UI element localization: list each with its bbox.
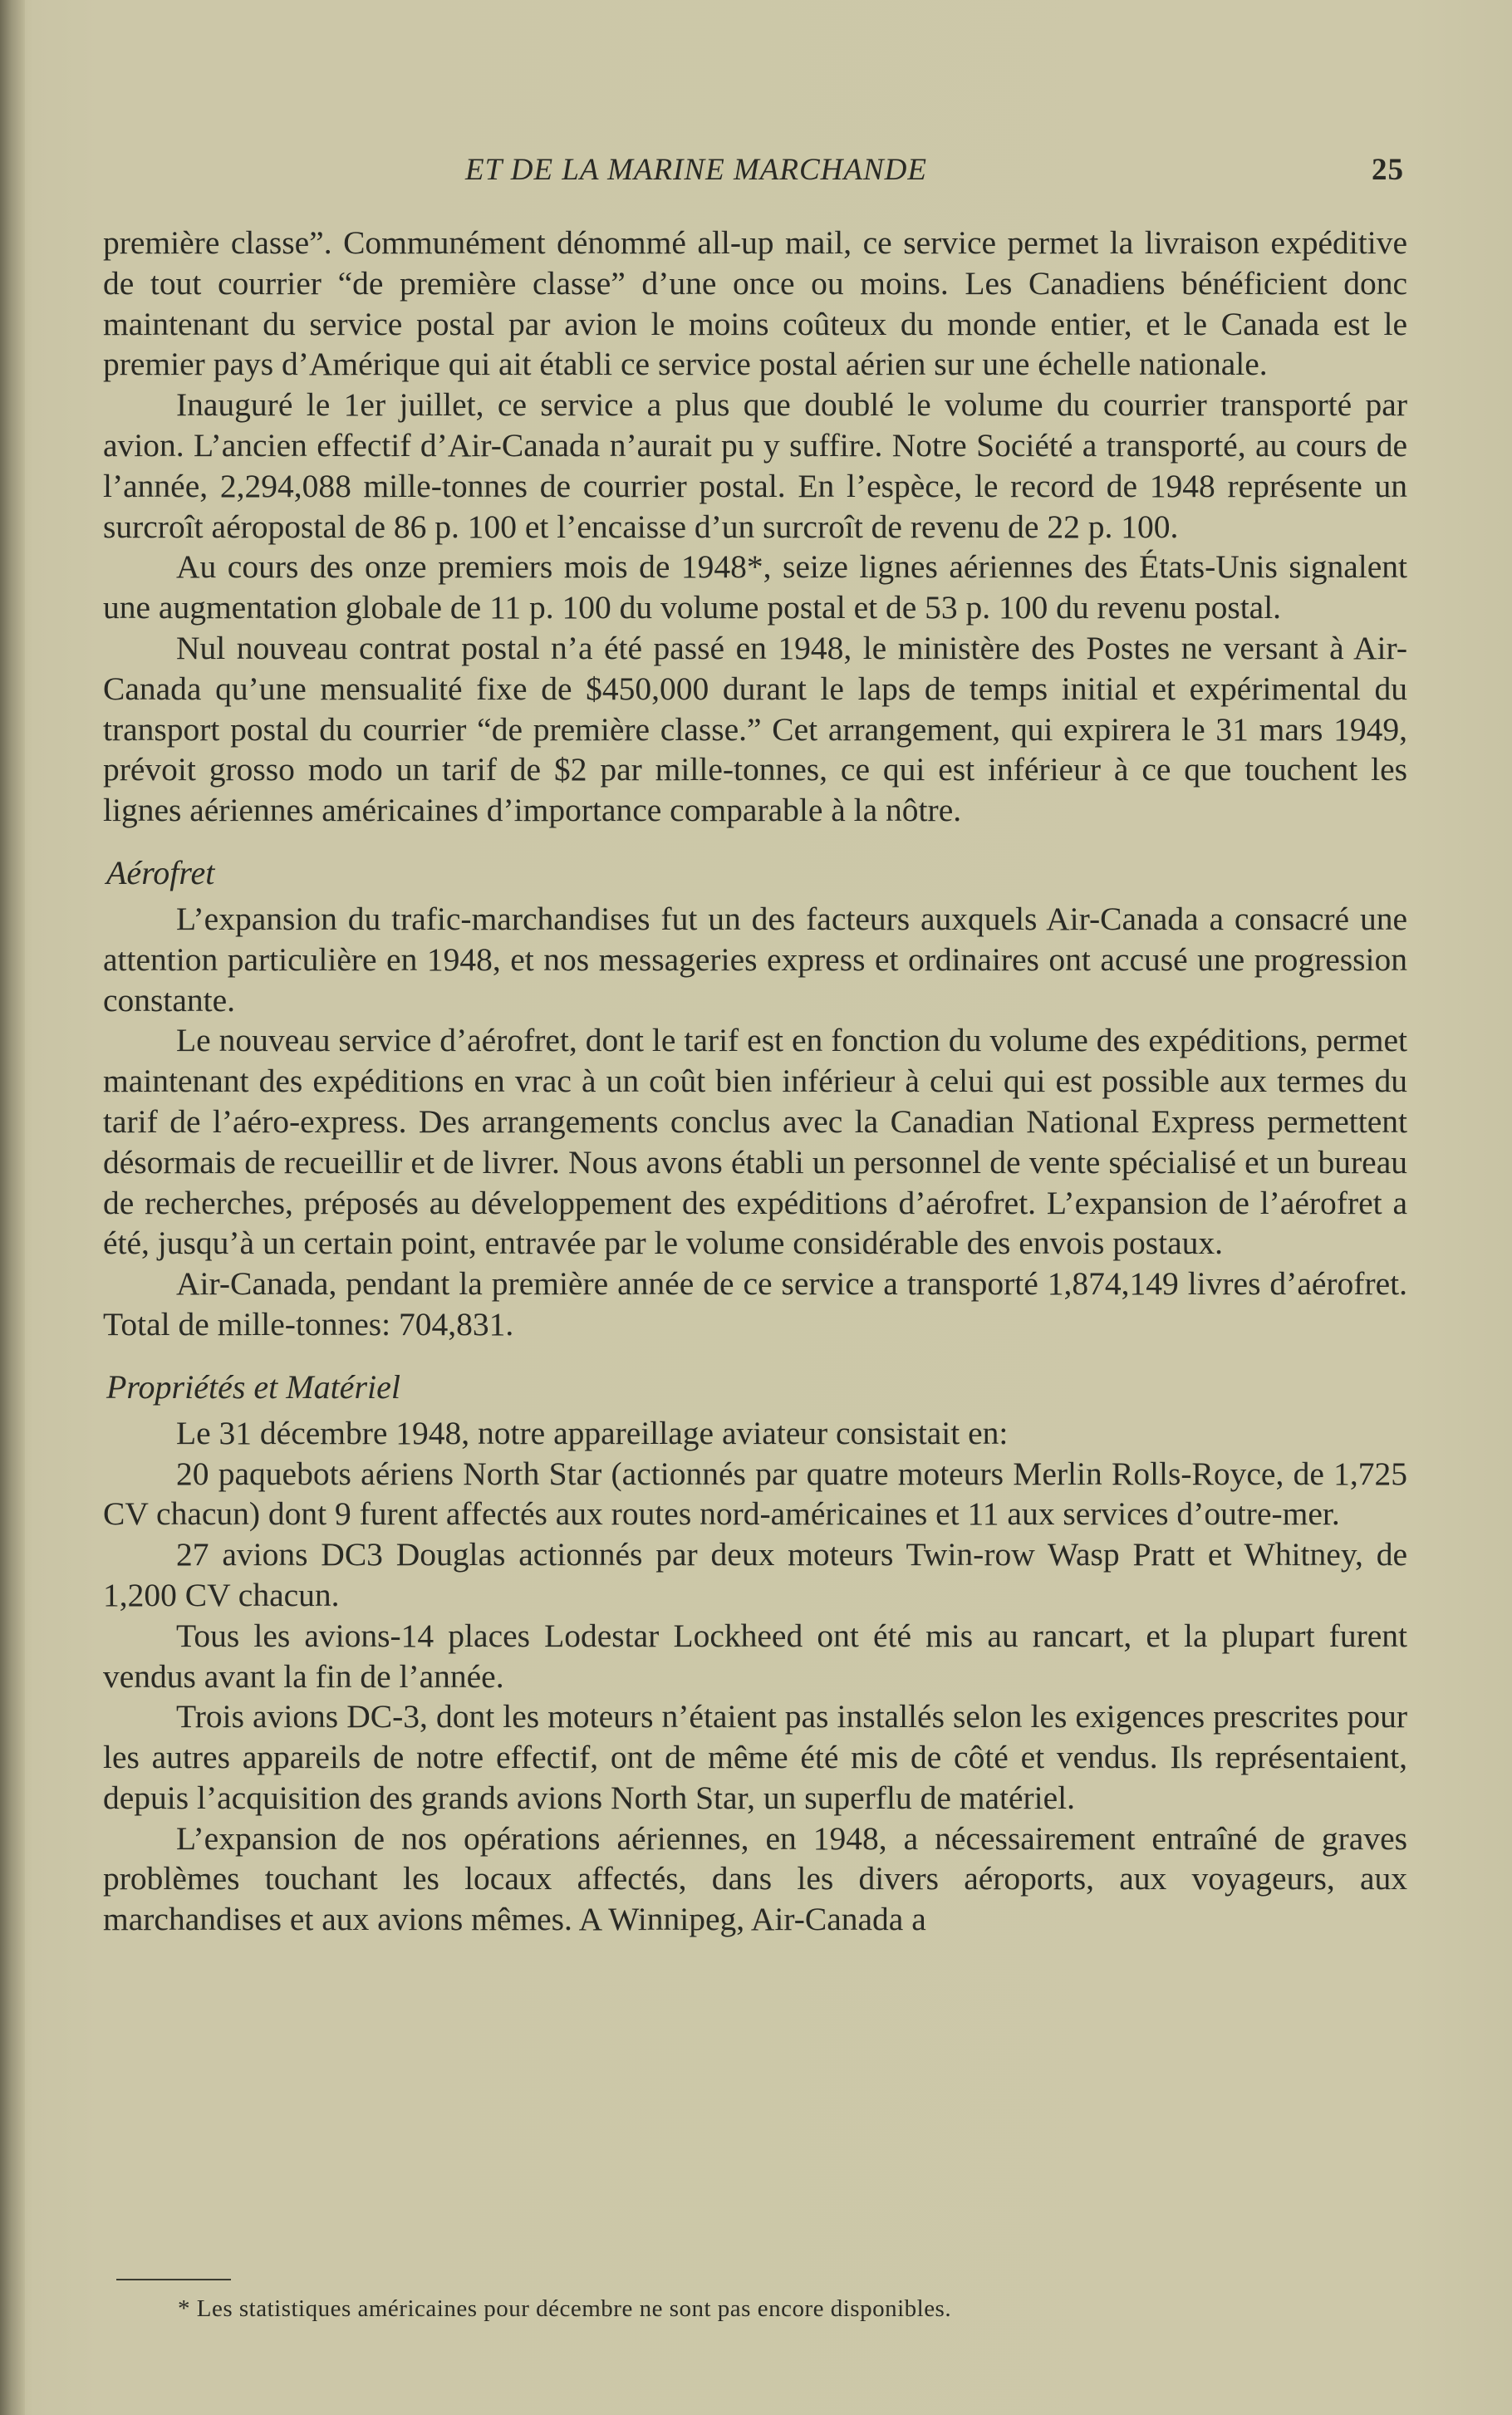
footnote-rule	[116, 2279, 231, 2280]
paragraph: Au cours des onze premiers mois de 1948*, seize lignes aériennes des États-Unis signalent une augmentation globale de 11 p. 100 du volume postal et de 53 p. 100 du revenu postal.	[103, 548, 1407, 626]
header-title: ET DE LA MARINE MARCHANDE	[465, 153, 927, 187]
paragraph: Tous les avions-14 places Lodestar Lockheed ont été mis au rancart, et la plupart furent vendus avant la fin de l’année.	[103, 1617, 1407, 1695]
paragraph: Le 31 décembre 1948, notre appareillage aviateur consistait en:	[176, 1414, 1009, 1451]
section-heading-aerofret: Aérofret	[106, 853, 215, 891]
paragraph: première classe”. Communément dénommé all-up mail, ce service permet la livraison expéditive de tout courrier “de première classe” d’une once ou moins. Les Canadiens bénéficient donc maintenant du service postal par avion le moins coûteux du monde entier, et le Canada est le premier pays d’Amérique qui ait établi ce service postal aérien sur une échelle nationale.	[103, 224, 1407, 383]
page-number: 25	[1372, 153, 1404, 187]
paragraph: L’expansion du trafic-marchandises fut un des facteurs auxquels Air-Canada a consacré une attention particulière en 1948, et nos messageries express et ordinaires ont accusé une progression constante.	[103, 900, 1407, 1019]
paragraph: Nul nouveau contrat postal n’a été passé en 1948, le ministère des Postes ne versant à Air-Canada qu’une mensualité fixe de $450,000 durant le laps de temps initial et expérimental du transport postal du courrier “de première classe.” Cet arrangement, qui expirera le 31 mars 1949, prévoit grosso modo un tarif de $2 par mille-tonnes, ce qui est inférieur à ce que touchent les lignes aériennes américaines d’importance comparable à la nôtre.	[103, 629, 1407, 829]
paragraph: Trois avions DC-3, dont les moteurs n’étaient pas installés selon les exigences prescrites pour les autres appareils de notre effectif, ont de même été mis de côté et vendus. Ils représentaient, depuis l’acquisition des grands avions North Star, un superflu de matériel.	[103, 1698, 1407, 1816]
paragraph: Inauguré le 1er juillet, ce service a plus que doublé le volume du courrier transporté par avion. L’ancien effectif d’Air-Canada n’aurait pu y suffire. Notre Société a transporté, au cours de l’année, 2,294,088 mille-tonnes de courrier postal. En l’espèce, le record de 1948 représente un surcroît aéropostal de 86 p. 100 et l’encaisse d’un surcroît de revenu de 22 p. 100.	[103, 386, 1407, 545]
body-text	[103, 223, 1407, 1940]
section-heading-proprietes: Propriétés et Matériel	[106, 1367, 400, 1406]
page-spine-shadow	[0, 0, 25, 2415]
paragraph: L’expansion de nos opérations aériennes, en 1948, a nécessairement entraîné de graves problèmes touchant les locaux affectés, dans les divers aéroports, aux voyageurs, aux marchandises et aux avions mêmes. A Winnipeg, Air-Canada a	[103, 1819, 1407, 1938]
running-header	[465, 152, 1404, 194]
footnote: * Les statistiques américaines pour décembre ne sont pas encore disponibles.	[178, 2295, 952, 2322]
paragraph: Le nouveau service d’aérofret, dont le tarif est en fonction du volume des expéditions, permet maintenant des expéditions en vrac à un coût bien inférieur à celui qui est possible aux termes du tarif de l’aéro-express. Des arrangements conclus avec la Canadian National Express permettent désormais de recueillir et de livrer. Nous avons établi un personnel de vente spécialisé et un bureau de recherches, préposés au développement des expéditions d’aérofret. L’expansion de l’aérofret a été, jusqu’à un certain point, entravée par le volume considérable des envois postaux.	[103, 1022, 1407, 1262]
paragraph: Air-Canada, pendant la première année de ce service a transporté 1,874,149 livres d’aérofret. Total de mille-tonnes: 704,831.	[103, 1265, 1407, 1342]
paragraph: 20 paquebots aériens North Star (actionnés par quatre moteurs Merlin Rolls-Royce, de 1,725 CV chacun) dont 9 furent affectés aux routes nord-américaines et 11 aux services d’outre-mer.	[103, 1455, 1407, 1533]
paragraph: 27 avions DC3 Douglas actionnés par deux moteurs Twin-row Wasp Pratt et Whitney, de 1,200 CV chacun.	[103, 1536, 1407, 1613]
